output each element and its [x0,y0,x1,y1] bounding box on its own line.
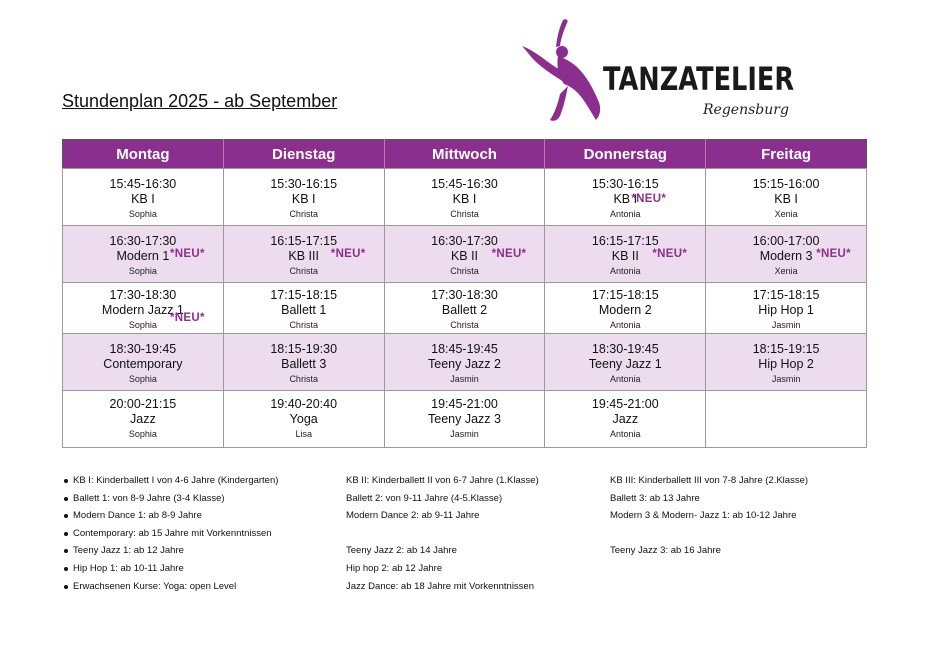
schedule-cell [706,226,867,283]
schedule-table [62,139,867,448]
legend-row [62,545,882,563]
class-time: 15:45-16:30 [109,177,177,191]
class-teacher: Christa [289,320,318,330]
schedule-row [63,391,867,448]
class-teacher: Sophia [128,209,157,219]
schedule-cell [706,283,867,334]
schedule-cell [545,226,706,283]
schedule-cell [63,283,224,334]
schedule-cell [706,169,867,226]
schedule-cell [223,226,384,283]
legend-item: KB II: Kinderballett II von 6-7 Jahre (1.Klasse) [346,475,539,486]
schedule-cell [63,391,224,448]
class-name: KB I [131,192,155,206]
day-header: Mittwoch [384,140,545,169]
schedule-cell [384,391,545,448]
class-time: 19:45-21:00 [431,397,498,411]
class-time: 17:15-18:15 [591,288,659,302]
class-name: Jazz [130,412,156,426]
class-time: 16:30-17:30 [431,234,498,248]
legend-item: Teeny Jazz 1: ab 12 Jahre [73,545,184,557]
class-name: Hip Hop 1 [758,303,814,317]
legend-row [62,493,882,511]
schedule-cell [384,283,545,334]
legend-item: Teeny Jazz 2: ab 14 Jahre [346,545,457,557]
class-time: 16:30-17:30 [109,234,177,248]
schedule-cell [545,391,706,448]
class-time: 15:30-16:15 [591,177,659,191]
class-time: 16:15-17:15 [270,234,338,248]
legend-item: Hip hop 2: ab 12 Jahre [346,562,443,574]
class-name: Teeny Jazz 2 [428,357,501,371]
class-time: 16:15-17:15 [591,234,659,248]
class-name: KB II [450,249,479,263]
class-name: Teeny Jazz 1 [588,357,662,371]
class-teacher: Jasmin [771,320,801,330]
class-time: 17:15-18:15 [752,288,820,302]
schedule-cell [545,283,706,334]
class-teacher: Xenia [774,266,798,276]
legend-row [62,475,882,493]
schedule-cell [223,391,384,448]
legend-item: Jazz Dance: ab 18 Jahre mit Vorkenntnissen [346,580,534,592]
class-teacher: Sophia [128,320,157,330]
new-badge: *NEU* [816,248,851,260]
class-teacher: Antonia [610,429,641,439]
class-name: Hip Hop 2 [758,357,814,371]
legend-item: Modern Dance 1: ab 8-9 Jahre [73,510,202,522]
schedule-cell [545,169,706,226]
new-badge: *NEU* [491,248,527,260]
class-time: 17:30-18:30 [431,288,498,302]
class-name: Modern 3 [759,249,813,263]
schedule-cell [384,169,545,226]
new-badge: *NEU* [652,248,688,260]
class-name: Contemporary [103,357,183,371]
class-teacher: Jasmin [771,374,801,384]
new-badge: *NEU* [330,248,366,260]
class-teacher: Antonia [610,266,641,276]
class-time: 18:45-19:45 [431,342,498,356]
class-time: 15:15-16:00 [752,177,820,191]
day-header: Freitag [706,140,867,169]
new-badge: *NEU* [170,248,205,260]
schedule-cell [706,334,867,391]
class-time: 17:15-18:15 [270,288,338,302]
class-time: 20:00-21:15 [109,397,177,411]
page-title: Stundenplan 2025 - ab September [62,91,338,111]
class-teacher: Antonia [610,320,641,330]
class-name: Modern 2 [598,303,652,317]
class-time: 16:00-17:00 [752,234,820,248]
schedule-cell [545,334,706,391]
legend-item: Ballett 2: von 9-11 Jahre (4-5.Klasse) [346,492,503,504]
class-teacher: Jasmin [450,374,479,384]
class-teacher: Christa [289,374,318,384]
class-teacher: Jasmin [450,429,479,439]
class-time: 17:30-18:30 [109,288,177,302]
legend-row [62,528,882,546]
class-name: Teeny Jazz 3 [428,412,501,426]
schedule-cell [223,283,384,334]
legend-item: KB III: Kinderballett III von 7-8 Jahre (2.Klasse) [610,475,809,486]
day-header: Donnerstag [545,140,706,169]
day-header: Montag [63,140,224,169]
schedule-row [63,334,867,391]
brand-logo [520,16,795,128]
class-name: KB I [613,192,638,206]
class-time: 18:15-19:30 [270,342,338,356]
schedule-row [63,283,867,334]
class-time: 19:45-21:00 [591,397,659,411]
class-teacher: Christa [450,320,479,330]
legend-row [62,563,882,581]
course-legend [62,475,882,598]
class-name: Yoga [289,412,318,426]
class-teacher: Lisa [295,429,312,439]
brand-subtitle: Regensburg [703,102,789,118]
schedule-cell [63,334,224,391]
class-name: KB II [611,249,639,263]
class-time: 18:30-19:45 [109,342,177,356]
class-teacher: Antonia [610,374,641,384]
schedule-cell [384,226,545,283]
class-name: Ballett 3 [281,357,327,371]
class-teacher: Sophia [128,374,157,384]
legend-item: Hip Hop 1: ab 10-11 Jahre [73,562,184,574]
class-name: Modern Jazz 1 [101,303,184,317]
class-teacher: Christa [450,266,479,276]
legend-item: Ballett 1: von 8-9 Jahre (3-4 Klasse) [73,492,225,504]
schedule-cell [384,334,545,391]
legend-item: Modern 3 & Modern- Jazz 1: ab 10-12 Jahre [610,510,797,522]
day-header: Dienstag [223,140,384,169]
class-name: Modern 1 [116,249,170,263]
class-teacher: Sophia [128,266,157,276]
class-time: 18:15-19:15 [752,342,820,356]
legend-item: Ballett 3: ab 13 Jahre [610,492,700,504]
schedule-cell [223,169,384,226]
class-teacher: Christa [450,209,479,219]
schedule-cell [223,334,384,391]
class-time: 15:45-16:30 [431,177,498,191]
legend-item: Teeny Jazz 3: ab 16 Jahre [610,545,721,557]
new-badge: *NEU* [631,193,667,205]
schedule-cell [63,226,224,283]
schedule-cell [706,391,867,448]
class-time: 18:30-19:45 [591,342,659,356]
class-name: Ballett 2 [441,303,488,317]
class-teacher: Sophia [128,429,157,439]
class-teacher: Christa [289,209,318,219]
class-name: KB I [291,192,316,206]
class-name: KB I [774,192,798,206]
class-name: KB I [452,192,477,206]
class-teacher: Antonia [610,209,641,219]
legend-row [62,510,882,528]
class-name: Jazz [612,412,639,426]
legend-row [62,581,882,599]
legend-item: Erwachsenen Kurse: Yoga: open Level [73,580,237,592]
brand-name: TANZATELIER [603,60,795,98]
legend-item: Contemporary: ab 15 Jahre mit Vorkenntnissen [73,527,272,539]
class-time: 19:40-20:40 [270,397,338,411]
class-name: Ballett 1 [281,303,327,317]
class-teacher: Xenia [774,209,798,219]
schedule-header-row [63,140,867,169]
class-time: 15:30-16:15 [270,177,338,191]
schedule-row [63,169,867,226]
schedule-row [63,226,867,283]
class-name: KB III [288,249,319,263]
new-badge: *NEU* [170,312,205,324]
legend-item: Modern Dance 2: ab 9-11 Jahre [346,510,480,522]
class-teacher: Christa [289,266,318,276]
legend-item: KB I: Kinderballett I von 4-6 Jahre (Kindergarten) [73,475,279,486]
schedule-cell [63,169,224,226]
